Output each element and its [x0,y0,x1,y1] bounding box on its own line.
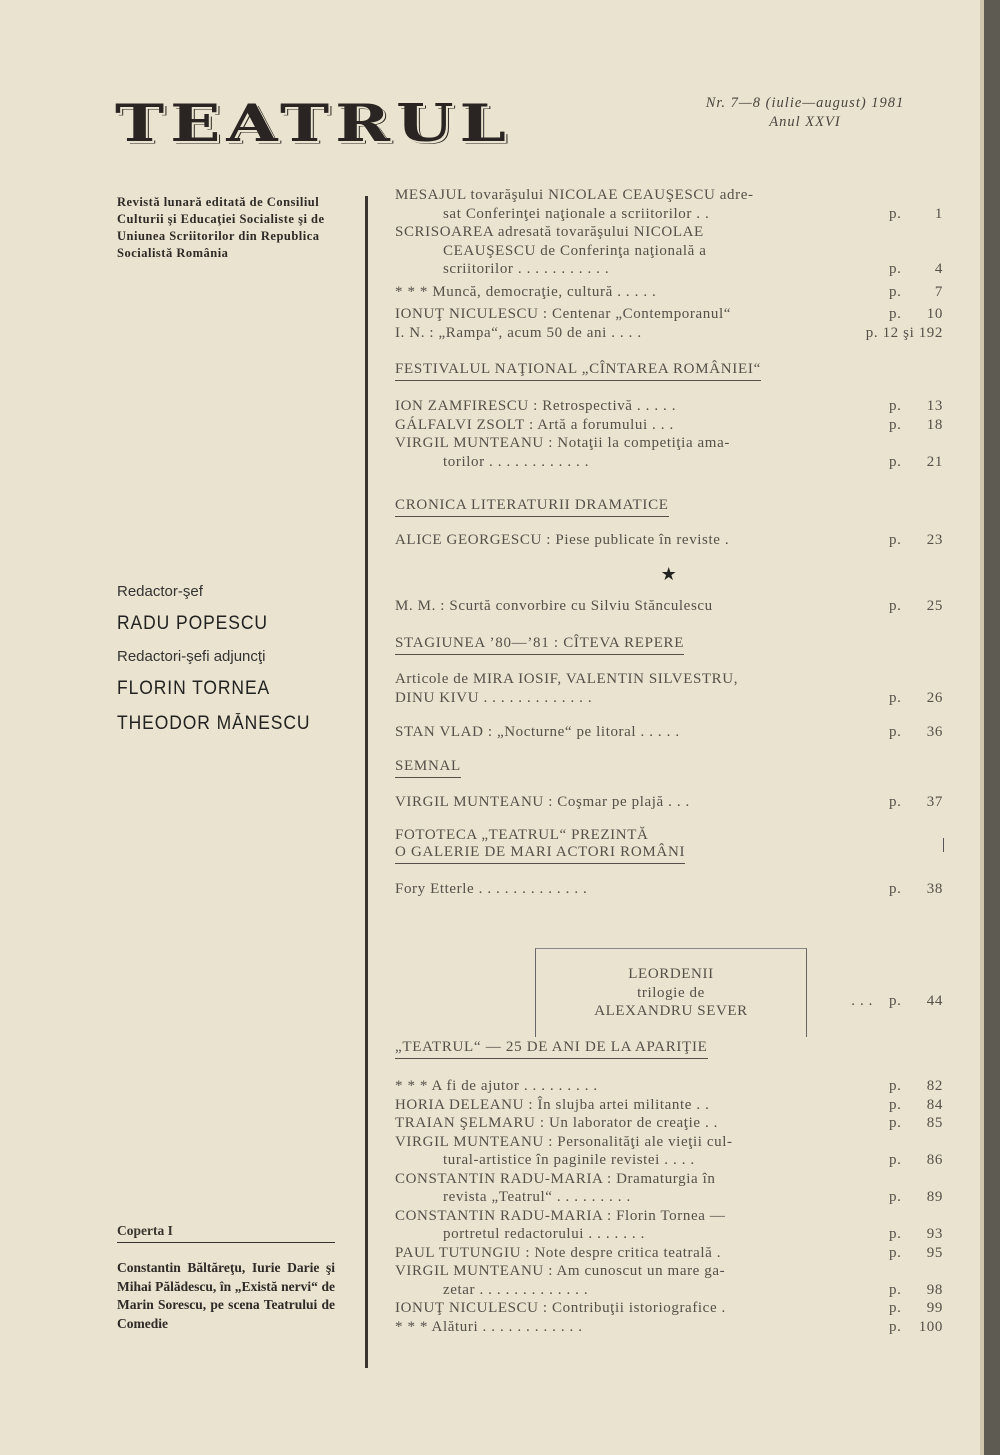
page-number: 86 [926,1152,943,1168]
toc-entry-title: VIRGIL MUNTEANU : Notaţii la competiţia ama- [395,435,730,451]
toc-entry-title: IONUŢ NICULESCU : Contribuţii istoriografice . [395,1300,726,1316]
page-prefix: p. [889,793,902,810]
page-prefix: p. [889,453,902,470]
page-prefix: p. [889,1078,902,1094]
page-number: 10 [926,306,943,322]
toc-entry-title: Articole de MIRA IOSIF, VALENTIN SILVESTRU, [395,671,739,687]
page-edge-shadow [984,0,1000,1455]
toc-entry[interactable] [395,324,943,343]
toc-entry-page [889,723,943,742]
section-heading-wrap [395,497,943,517]
page-prefix: p. [889,1318,902,1335]
section-heading-wrap [395,635,943,655]
cover-credit-text: Constantin Băltăreţu, Iurie Darie şi Mihai Pălădescu, în „Există nervi“ de Marin Sorescu, pe scena Teatrului de Comedie [117,1260,335,1331]
page-number: 23 [926,532,943,548]
toc-entry-page [889,1151,943,1170]
toc-entry[interactable] [395,1114,943,1133]
page-number: 99 [926,1300,943,1316]
toc-entry-title: PAUL TUTUNGIU : Note despre critica teatrală . [395,1244,722,1261]
page-prefix: p. [889,881,902,897]
cover-credit [117,1223,335,1333]
section-heading-line: FOTOTECA „TEATRUL“ PREZINTĂ [395,827,649,843]
toc-entry-page [889,453,943,472]
page-number: 82 [926,1078,943,1094]
toc-entry[interactable] [395,1207,943,1244]
toc-entry-title-cont: portretul redactorului . . . . . . . [443,1226,645,1242]
editorial-staff [117,583,357,748]
page-prefix: p. [889,1189,902,1205]
margin-mark [943,838,944,852]
toc-entry[interactable] [395,723,943,742]
toc-entry-page [889,880,943,899]
toc-entry-page [889,397,943,416]
section-heading: O GALERIE DE MARI ACTORI ROMÂNI [395,844,685,864]
toc-entry-title-cont: scriitorilor . . . . . . . . . . . [443,261,610,277]
page-number: 44 [926,992,943,1009]
page-number: 4 [934,261,943,277]
toc-entry-dots: . . . [851,992,873,1009]
toc-entry-page [866,324,943,343]
page-prefix: p. [889,724,902,740]
toc-entry[interactable] [395,1170,943,1207]
page-number: 25 [926,597,943,614]
toc-entry-title: Fory Etterle . . . . . . . . . . . . . [395,881,588,897]
section-heading-wrap [395,361,943,381]
toc-entry[interactable] [395,186,943,223]
publisher-block [117,194,335,262]
page-prefix: p. [889,416,902,433]
toc-entry[interactable] [395,880,943,899]
page-number: 37 [926,793,943,810]
page-prefix: p. 12 [865,324,899,341]
page-prefix: p. [889,261,902,277]
page-prefix: p. [889,532,902,548]
page-prefix: p. [889,1226,902,1242]
anniversary-entries [395,1077,943,1336]
toc-entry[interactable] [395,434,943,471]
toc-entry-title: MESAJUL tovarăşului NICOLAE CEAUŞESCU adre- [395,187,754,203]
feature-author: ALEXANDRU SEVER [594,1003,748,1019]
page-number: 18 [926,416,943,433]
feature-subtitle: trilogie de [637,984,705,1001]
chief-editor-name: RADU POPESCU [117,613,268,634]
toc-entry-page [889,305,943,324]
toc-entry-page [889,1077,943,1096]
section-heading: CRONICA LITERATURII DRAMATICE [395,497,669,517]
toc-entry-page [889,1318,943,1337]
issue-number: Nr. 7—8 (iulie—august) 1981 [705,95,905,111]
page-number: 98 [926,1281,943,1298]
toc-entry-title-cont: CEAUŞESCU de Conferinţa naţională a [443,242,707,259]
toc-entry[interactable] [395,416,943,435]
toc-entry[interactable] [395,1299,943,1318]
toc-entry-title: CONSTANTIN RADU-MARIA : Dramaturgia în [395,1170,716,1187]
page-number: 26 [926,689,943,706]
page-number: 7 [934,283,943,300]
page-number: 36 [926,724,943,740]
toc-entry-page [889,1281,943,1300]
page-number: 84 [926,1096,943,1113]
toc-entry-page [889,531,943,550]
toc-entry-title: CONSTANTIN RADU-MARIA : Florin Tornea — [395,1207,726,1224]
toc-entry-title: IONUŢ NICULESCU : Centenar „Contemporanul“ [395,306,731,322]
toc-entry-title: VIRGIL MUNTEANU : Personalităţi ale vieţii cul- [395,1133,733,1150]
page-number: 85 [926,1115,943,1131]
toc-entry[interactable] [395,531,943,550]
deputy-editors-role: Redactori-şefi adjuncţi [117,648,266,665]
page-prefix: p. [889,1096,902,1113]
toc-entry-title: STAN VLAD : „Nocturne“ pe litoral . . . . . [395,724,680,740]
page-number: 89 [926,1189,943,1205]
page-prefix: p. [889,1244,902,1261]
toc-entry-title: VIRGIL MUNTEANU : Coşmar pe plajă . . . [395,793,690,810]
feature-title: LEORDENII [628,966,714,982]
page-number: 13 [926,398,943,414]
page-prefix: p. [889,1281,902,1298]
toc-entry[interactable] [395,1096,943,1115]
toc-entry-title-cont: tural-artistice în paginile revistei . . . . [443,1152,695,1168]
toc-entry-page [889,1188,943,1207]
toc-entry-page [889,260,943,279]
toc-entry-page [889,1096,943,1115]
toc-entry-page [889,416,943,435]
toc-entry-page [889,597,943,616]
table-of-contents [395,186,943,1336]
page-number: 95 [926,1244,943,1261]
toc-entry-title-cont: torilor . . . . . . . . . . . . [443,453,590,470]
toc-entry-title: * * * Alături . . . . . . . . . . . . [395,1318,583,1335]
toc-entry[interactable] [395,305,943,324]
page-prefix: p. [889,1300,902,1316]
toc-entry-page [889,1299,943,1318]
toc-entry-page [889,1114,943,1133]
cover-credit-title: Coperta I [117,1223,335,1243]
toc-entry-title: HORIA DELEANU : În slujba artei militante . . [395,1096,710,1113]
toc-entry-page [889,1225,943,1244]
toc-entry-page [889,992,943,1011]
deputy-editor-name: FLORIN TORNEA [117,678,271,699]
toc-entry-title-cont: zetar . . . . . . . . . . . . . [443,1281,589,1298]
toc-entry-title-cont: revista „Teatrul“ . . . . . . . . . [443,1189,631,1205]
toc-entry[interactable] [395,283,943,302]
toc-entry-title: ALICE GEORGESCU : Piese publicate în reviste . [395,532,730,548]
feature-box[interactable] [535,948,807,1037]
toc-entry[interactable] [395,1262,943,1299]
masthead-logo: TEATRUL [115,92,512,154]
page-prefix: p. [889,283,902,300]
toc-entry-title: GÁLFALVI ZSOLT : Artă a forumului . . . [395,416,674,433]
toc-entry[interactable] [395,1244,943,1263]
toc-entry-title: I. N. : „Rampa“, acum 50 de ani . . . . [395,324,642,341]
toc-entry[interactable] [395,1318,943,1337]
toc-entry-title: SCRISOAREA adresată tovarăşului NICOLAE [395,224,704,240]
page-number: 21 [926,453,943,470]
page-number: 100 [918,1318,943,1335]
toc-entry[interactable] [395,1077,943,1096]
section-heading-wrap [395,758,943,778]
section-heading-wrap [395,827,943,864]
toc-entry[interactable] [395,670,943,707]
section-heading-wrap [395,1039,943,1059]
toc-entry-title: M. M. : Scurtă convorbire cu Silviu Stănculescu [395,597,713,614]
section-heading: „TEATRUL“ — 25 DE ANI DE LA APARIŢIE [395,1039,708,1059]
star-icon: ★ [660,563,678,584]
page-number: 1 [934,205,943,222]
toc-entry-title: * * * Muncă, democraţie, cultură . . . . . [395,283,657,300]
chief-editor-role: Redactor-şef [117,583,203,600]
page-prefix: p. [889,597,902,614]
page-number: 38 [926,881,943,897]
deputy-editor-name: THEODOR MĂNESCU [117,713,311,734]
column-divider [365,196,368,1368]
toc-entry-title: ION ZAMFIRESCU : Retrospectivă . . . . . [395,398,677,414]
toc-entry-title-cont: DINU KIVU . . . . . . . . . . . . . [395,689,593,706]
page-prefix: p. [889,1115,902,1131]
page-prefix: p. [889,992,902,1009]
section-heading: STAGIUNEA ’80—’81 : CÎTEVA REPERE [395,635,684,655]
toc-entry-page [889,689,943,708]
toc-entry-title: * * * A fi de ajutor . . . . . . . . . [395,1078,598,1094]
page-prefix: p. [889,398,902,414]
toc-entry-title: TRAIAN ŞELMARU : Un laborator de creaţie . . [395,1115,718,1131]
page-number: şi 192 [903,324,943,341]
page-prefix: p. [889,1152,902,1168]
toc-entry[interactable] [395,597,943,616]
toc-entry-page [889,793,943,812]
toc-entry-page [889,205,943,224]
publisher-info: Revistă lunară editată de Consiliul Culturii şi Educaţiei Socialiste şi de Uniunea Scriitorilor din Republica Socialistă România [117,195,325,260]
issue-year: Anul XXVI [769,114,841,130]
page-prefix: p. [889,205,902,222]
toc-entry-page [889,283,943,302]
page-number: 93 [926,1226,943,1242]
toc-entry-title-cont: sat Conferinţei naţionale a scriitorilor . . [443,205,710,222]
section-heading: SEMNAL [395,758,461,778]
toc-entry[interactable] [395,1133,943,1170]
toc-entry-title: VIRGIL MUNTEANU : Am cunoscut un mare ga- [395,1263,726,1279]
section-heading: FESTIVALUL NAŢIONAL „CÎNTAREA ROMÂNIEI“ [395,361,761,381]
page-prefix: p. [889,306,902,322]
toc-entry[interactable] [395,397,943,416]
page-prefix: p. [889,689,902,706]
page-edge-highlight [980,0,984,1455]
toc-entry[interactable] [395,793,943,812]
issue-info [660,94,950,132]
toc-entry-page [889,1244,943,1263]
toc-entry[interactable] [395,223,943,279]
